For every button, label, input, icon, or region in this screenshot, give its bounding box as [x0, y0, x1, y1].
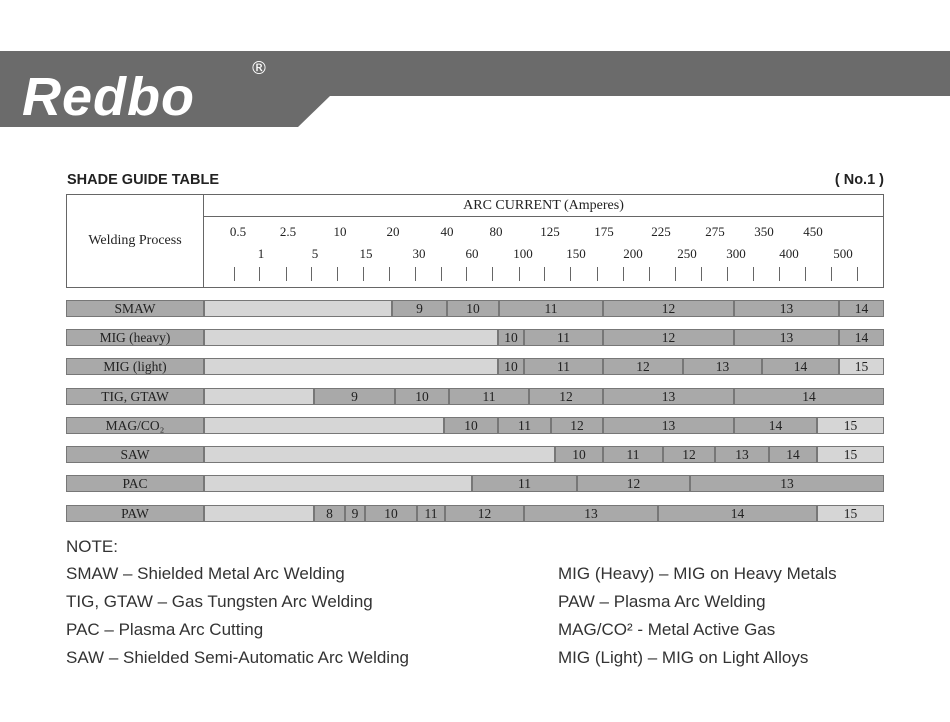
no-shade-bar — [204, 329, 498, 346]
current-bottom-label: 1 — [257, 246, 265, 261]
process-name: SAW — [66, 446, 204, 463]
shade-row — [66, 358, 884, 375]
current-top-label: 40 — [440, 224, 454, 239]
no-shade-bar — [204, 446, 555, 463]
shade-number: 13 — [690, 475, 884, 492]
shade-number: 12 — [603, 300, 734, 317]
welding-process-header: Welding Process — [67, 195, 204, 287]
shade-number: 9 — [345, 505, 365, 522]
scale-tick — [570, 267, 571, 281]
shade-number: 8 — [314, 505, 345, 522]
shade-row — [66, 329, 884, 346]
scale-tick — [234, 267, 235, 281]
scale-tick — [649, 267, 650, 281]
process-name: MAG/CO₂ — [66, 417, 204, 434]
shade-number: 15 — [817, 446, 884, 463]
shade-number: 13 — [524, 505, 658, 522]
shade-number: 10 — [498, 358, 524, 375]
shade-number: 11 — [499, 300, 603, 317]
scale-tick — [675, 267, 676, 281]
process-name: TIG, GTAW — [66, 388, 204, 405]
note-mig-light: MIG (Light) – MIG on Light Alloys — [558, 648, 809, 667]
no-shade-bar — [204, 505, 314, 522]
note-tig: TIG, GTAW – Gas Tungsten Arc Welding — [66, 592, 373, 611]
shade-number: 12 — [551, 417, 603, 434]
table-header — [66, 194, 884, 288]
shade-number: 11 — [417, 505, 445, 522]
current-top-label: 2.5 — [279, 224, 297, 239]
shade-number: 12 — [603, 329, 734, 346]
scale-tick — [286, 267, 287, 281]
scale-tick — [337, 267, 338, 281]
scale-tick — [701, 267, 702, 281]
current-top-label: 450 — [803, 224, 823, 239]
scale-tick — [779, 267, 780, 281]
note-paw: PAW – Plasma Arc Welding — [558, 592, 766, 611]
shade-number: 10 — [365, 505, 417, 522]
current-bottom-label: 60 — [465, 246, 479, 261]
note-mig-heavy: MIG (Heavy) – MIG on Heavy Metals — [558, 564, 837, 583]
arc-current-header: ARC CURRENT (Amperes) — [204, 195, 883, 217]
process-name: PAC — [66, 475, 204, 492]
current-bottom-label: 250 — [677, 246, 697, 261]
shade-number: 10 — [395, 388, 449, 405]
current-bottom-label: 5 — [311, 246, 319, 261]
note-smaw: SMAW – Shielded Metal Arc Welding — [66, 564, 345, 583]
no-shade-bar — [204, 417, 444, 434]
current-bottom-label: 300 — [726, 246, 746, 261]
scale-tick — [441, 267, 442, 281]
current-top-label: 275 — [705, 224, 725, 239]
no-shade-bar — [204, 300, 392, 317]
scale-tick — [492, 267, 493, 281]
shade-number: 13 — [603, 417, 734, 434]
current-bottom-label: 500 — [833, 246, 853, 261]
no-shade-bar — [204, 388, 314, 405]
current-top-label: 20 — [386, 224, 400, 239]
redbo-logo: Redbo — [22, 67, 195, 127]
shade-number: 14 — [658, 505, 817, 522]
shade-row — [66, 388, 884, 405]
shade-number: 15 — [817, 417, 884, 434]
current-top-label: 80 — [489, 224, 503, 239]
scale-tick — [363, 267, 364, 281]
shade-number: 12 — [577, 475, 690, 492]
shade-number: 9 — [392, 300, 447, 317]
shade-number: 10 — [498, 329, 524, 346]
scale-tick — [831, 267, 832, 281]
note-saw: SAW – Shielded Semi-Automatic Arc Welding — [66, 648, 409, 667]
no-shade-bar — [204, 475, 472, 492]
process-name: MIG (light) — [66, 358, 204, 375]
current-bottom-label: 200 — [623, 246, 643, 261]
current-top-label: 0.5 — [229, 224, 247, 239]
shade-number: 11 — [498, 417, 551, 434]
scale-tick — [311, 267, 312, 281]
shade-number: 12 — [603, 358, 683, 375]
process-name: SMAW — [66, 300, 204, 317]
current-top-label: 10 — [333, 224, 347, 239]
shade-number: 14 — [839, 300, 884, 317]
current-top-label: 125 — [540, 224, 560, 239]
table-number: ( No.1 ) — [834, 172, 884, 188]
scale-tick — [857, 267, 858, 281]
shade-row — [66, 446, 884, 463]
shade-number: 15 — [817, 505, 884, 522]
shade-number: 14 — [762, 358, 839, 375]
shade-row — [66, 300, 884, 317]
scale-tick — [623, 267, 624, 281]
note-heading: NOTE: — [66, 537, 118, 556]
registered-mark: ® — [250, 58, 268, 79]
shade-row — [66, 417, 884, 434]
scale-tick — [259, 267, 260, 281]
shade-number: 9 — [314, 388, 395, 405]
shade-number: 13 — [715, 446, 769, 463]
shade-number: 10 — [555, 446, 603, 463]
shade-number: 12 — [663, 446, 715, 463]
scale-tick — [466, 267, 467, 281]
current-bottom-label: 400 — [779, 246, 799, 261]
table-title: SHADE GUIDE TABLE — [67, 172, 219, 188]
shade-number: 10 — [447, 300, 499, 317]
shade-number: 12 — [445, 505, 524, 522]
shade-number: 13 — [603, 388, 734, 405]
scale-tick — [544, 267, 545, 281]
scale-tick — [389, 267, 390, 281]
scale-tick — [805, 267, 806, 281]
shade-number: 15 — [839, 358, 884, 375]
shade-number: 14 — [839, 329, 884, 346]
scale-tick — [415, 267, 416, 281]
process-name: MIG (heavy) — [66, 329, 204, 346]
shade-number: 13 — [734, 329, 839, 346]
shade-number: 11 — [603, 446, 663, 463]
shade-number: 11 — [472, 475, 577, 492]
note-mag: MAG/CO² - Metal Active Gas — [558, 620, 776, 639]
shade-row — [66, 475, 884, 492]
scale-tick — [519, 267, 520, 281]
shade-number: 12 — [529, 388, 603, 405]
scale-tick — [597, 267, 598, 281]
shade-number: 11 — [524, 358, 603, 375]
process-name: PAW — [66, 505, 204, 522]
shade-number: 14 — [734, 417, 817, 434]
scale-tick — [727, 267, 728, 281]
shade-number: 13 — [734, 300, 839, 317]
current-bottom-label: 15 — [359, 246, 373, 261]
shade-number: 14 — [769, 446, 817, 463]
shade-number: 11 — [449, 388, 529, 405]
current-bottom-label: 150 — [566, 246, 586, 261]
current-bottom-label: 100 — [513, 246, 533, 261]
shade-number: 11 — [524, 329, 603, 346]
current-bottom-label: 30 — [412, 246, 426, 261]
shade-row — [66, 505, 884, 522]
current-top-label: 175 — [594, 224, 614, 239]
shade-number: 10 — [444, 417, 498, 434]
shade-number: 13 — [683, 358, 762, 375]
shade-number: 14 — [734, 388, 884, 405]
note-pac: PAC – Plasma Arc Cutting — [66, 620, 264, 639]
no-shade-bar — [204, 358, 498, 375]
scale-tick — [753, 267, 754, 281]
current-top-label: 350 — [754, 224, 774, 239]
current-top-label: 225 — [651, 224, 671, 239]
